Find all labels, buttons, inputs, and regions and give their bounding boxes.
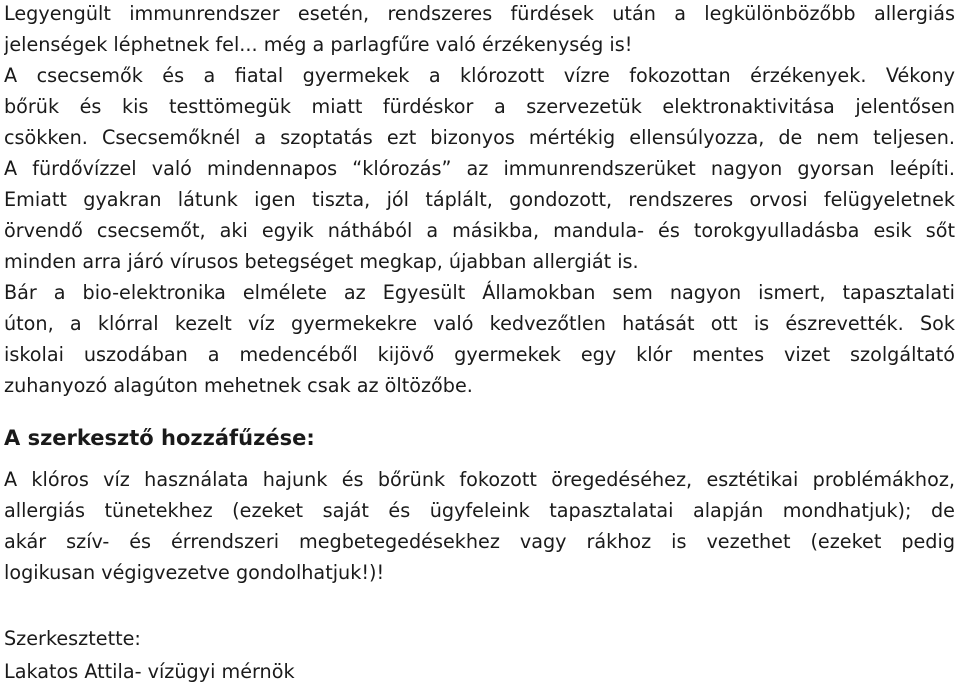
editor-note-heading: A szerkesztő hozzáfűzése: bbox=[4, 426, 315, 450]
editor-name: Lakatos Attila- vízügyi mérnök bbox=[4, 660, 295, 683]
body-line-3: A csecsemők és a fiatal gyermekek a klórozott vízre fokozottan érzékenyek. Vékony bbox=[4, 64, 955, 87]
body-line-5: csökken. Csecsemőknél a szoptatás ezt bizonyos mértékig ellensúlyozza, de nem teljesen. bbox=[4, 126, 955, 149]
note-line-1: A klóros víz használata hajunk és bőrünk fokozott öregedéséhez, esztétikai problémákhoz, bbox=[4, 468, 955, 491]
note-line-4: logikusan végigvezetve gondolhatjuk!)! bbox=[4, 561, 385, 584]
body-line-9: minden arra járó vírusos betegséget megkap, újabban allergiát is. bbox=[4, 250, 639, 273]
note-line-3: akár szív- és érrendszeri megbetegedésekhez vagy rákhoz is vezethet (ezeket pedig bbox=[4, 530, 955, 553]
body-line-2: jelenségek léphetnek fel... még a parlagfűre való érzékenység is! bbox=[4, 33, 633, 56]
body-line-6: A fürdővízzel való mindennapos “klórozás” az immunrendszerüket nagyon gyorsan leépíti. bbox=[4, 157, 955, 180]
body-line-7: Emiatt gyakran látunk igen tiszta, jól táplált, gondozott, rendszeres orvosi felügyeletnek bbox=[4, 188, 955, 211]
editor-label: Szerkesztette: bbox=[4, 627, 141, 650]
body-line-8: örvendő csecsemőt, aki egyik náthából a másikba, mandula- és torokgyulladásba esik sőt bbox=[4, 219, 955, 242]
body-line-11: úton, a klórral kezelt víz gyermekekre való kedvezőtlen hatását ott is észrevették. Sok bbox=[4, 312, 955, 335]
note-line-2: allergiás tünetekhez (ezeket saját és ügyfeleink tapasztalatai alapján mondhatjuk); de bbox=[4, 499, 955, 522]
body-line-1: Legyengült immunrendszer esetén, rendszeres fürdések után a legkülönbözőbb allergiás bbox=[4, 2, 955, 25]
body-line-10: Bár a bio-elektronika elmélete az Egyesült Államokban sem nagyon ismert, tapasztalati bbox=[4, 281, 955, 304]
body-line-12: iskolai uszodában a medencéből kijövő gyermekek egy klór mentes vizet szolgáltató bbox=[4, 343, 955, 366]
editor-note-body bbox=[4, 464, 955, 588]
article-body bbox=[4, 0, 955, 401]
body-line-13: zuhanyozó alagúton mehetnek csak az öltözőbe. bbox=[4, 374, 473, 397]
body-line-4: bőrük és kis testtömegük miatt fürdéskor a szervezetük elektronaktivitása jelentősen bbox=[4, 95, 955, 118]
